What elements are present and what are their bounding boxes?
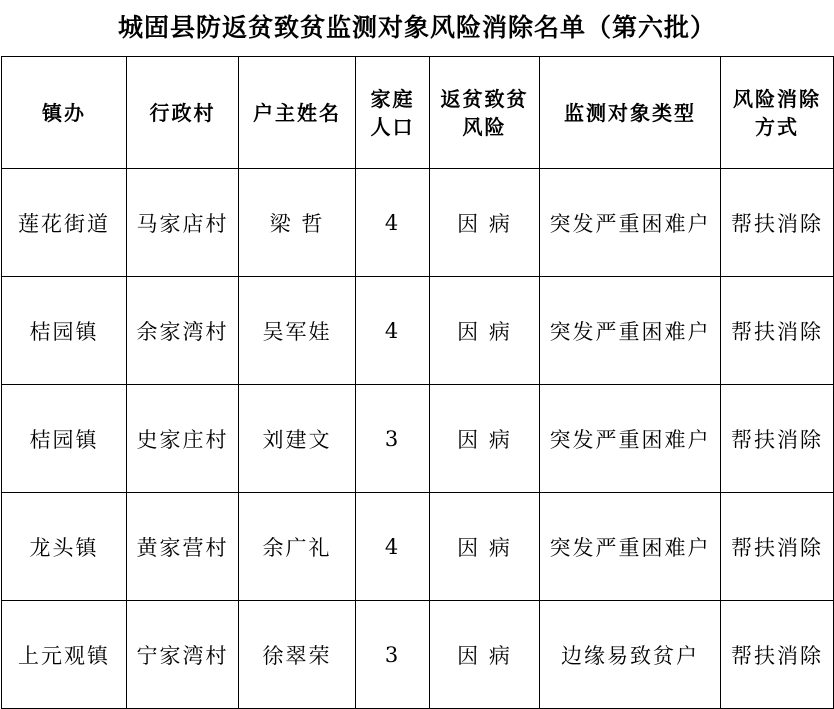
cell-monitor-type: 突发严重困难户 <box>540 493 721 601</box>
cell-method: 帮扶消除 <box>721 601 834 709</box>
cell-monitor-type: 突发严重困难户 <box>540 277 721 385</box>
table-row <box>2 493 834 601</box>
cell-householder: 刘建文 <box>239 385 356 493</box>
cell-risk: 因 病 <box>430 277 540 385</box>
cell-monitor-type: 边缘易致贫户 <box>540 601 721 709</box>
header-method <box>721 57 834 169</box>
header-town: 镇办 <box>2 57 127 169</box>
cell-monitor-type: 突发严重困难户 <box>540 385 721 493</box>
cell-population: 4 <box>356 169 430 277</box>
header-householder: 户主姓名 <box>239 57 356 169</box>
cell-town: 上元观镇 <box>2 601 127 709</box>
header-population <box>356 57 430 169</box>
cell-town: 桔园镇 <box>2 385 127 493</box>
cell-method: 帮扶消除 <box>721 277 834 385</box>
cell-town: 龙头镇 <box>2 493 127 601</box>
header-monitor-type: 监测对象类型 <box>540 57 721 169</box>
cell-householder: 徐翠荣 <box>239 601 356 709</box>
table-row <box>2 385 834 493</box>
cell-risk: 因 病 <box>430 601 540 709</box>
header-risk-line2: 风险 <box>462 114 507 139</box>
cell-monitor-type: 突发严重困难户 <box>540 169 721 277</box>
cell-town: 莲花街道 <box>2 169 127 277</box>
header-population-line2: 人口 <box>370 114 415 139</box>
header-row <box>2 57 834 169</box>
cell-population: 3 <box>356 601 430 709</box>
cell-population: 3 <box>356 385 430 493</box>
cell-population: 4 <box>356 493 430 601</box>
cell-village: 宁家湾村 <box>127 601 239 709</box>
cell-risk: 因 病 <box>430 169 540 277</box>
cell-village: 余家湾村 <box>127 277 239 385</box>
cell-town: 桔园镇 <box>2 277 127 385</box>
cell-method: 帮扶消除 <box>721 493 834 601</box>
header-method-line2: 方式 <box>755 114 799 139</box>
cell-householder: 余广礼 <box>239 493 356 601</box>
cell-population: 4 <box>356 277 430 385</box>
cell-village: 马家店村 <box>127 169 239 277</box>
cell-method: 帮扶消除 <box>721 385 834 493</box>
cell-risk: 因 病 <box>430 385 540 493</box>
cell-village: 史家庄村 <box>127 385 239 493</box>
table-row <box>2 601 834 709</box>
page-title: 城固县防返贫致贫监测对象风险消除名单（第六批） <box>117 13 716 42</box>
header-population-line1: 家庭 <box>370 86 415 111</box>
risk-elimination-table <box>1 56 834 709</box>
table-row <box>2 277 834 385</box>
cell-householder: 梁 哲 <box>239 169 356 277</box>
header-method-line1: 风险消除 <box>733 86 821 111</box>
header-risk-line1: 返贫致贫 <box>440 86 529 111</box>
cell-village: 黄家营村 <box>127 493 239 601</box>
table-row <box>2 169 834 277</box>
header-risk <box>430 57 540 169</box>
cell-method: 帮扶消除 <box>721 169 834 277</box>
cell-risk: 因 病 <box>430 493 540 601</box>
cell-householder: 吴军娃 <box>239 277 356 385</box>
header-village: 行政村 <box>127 57 239 169</box>
